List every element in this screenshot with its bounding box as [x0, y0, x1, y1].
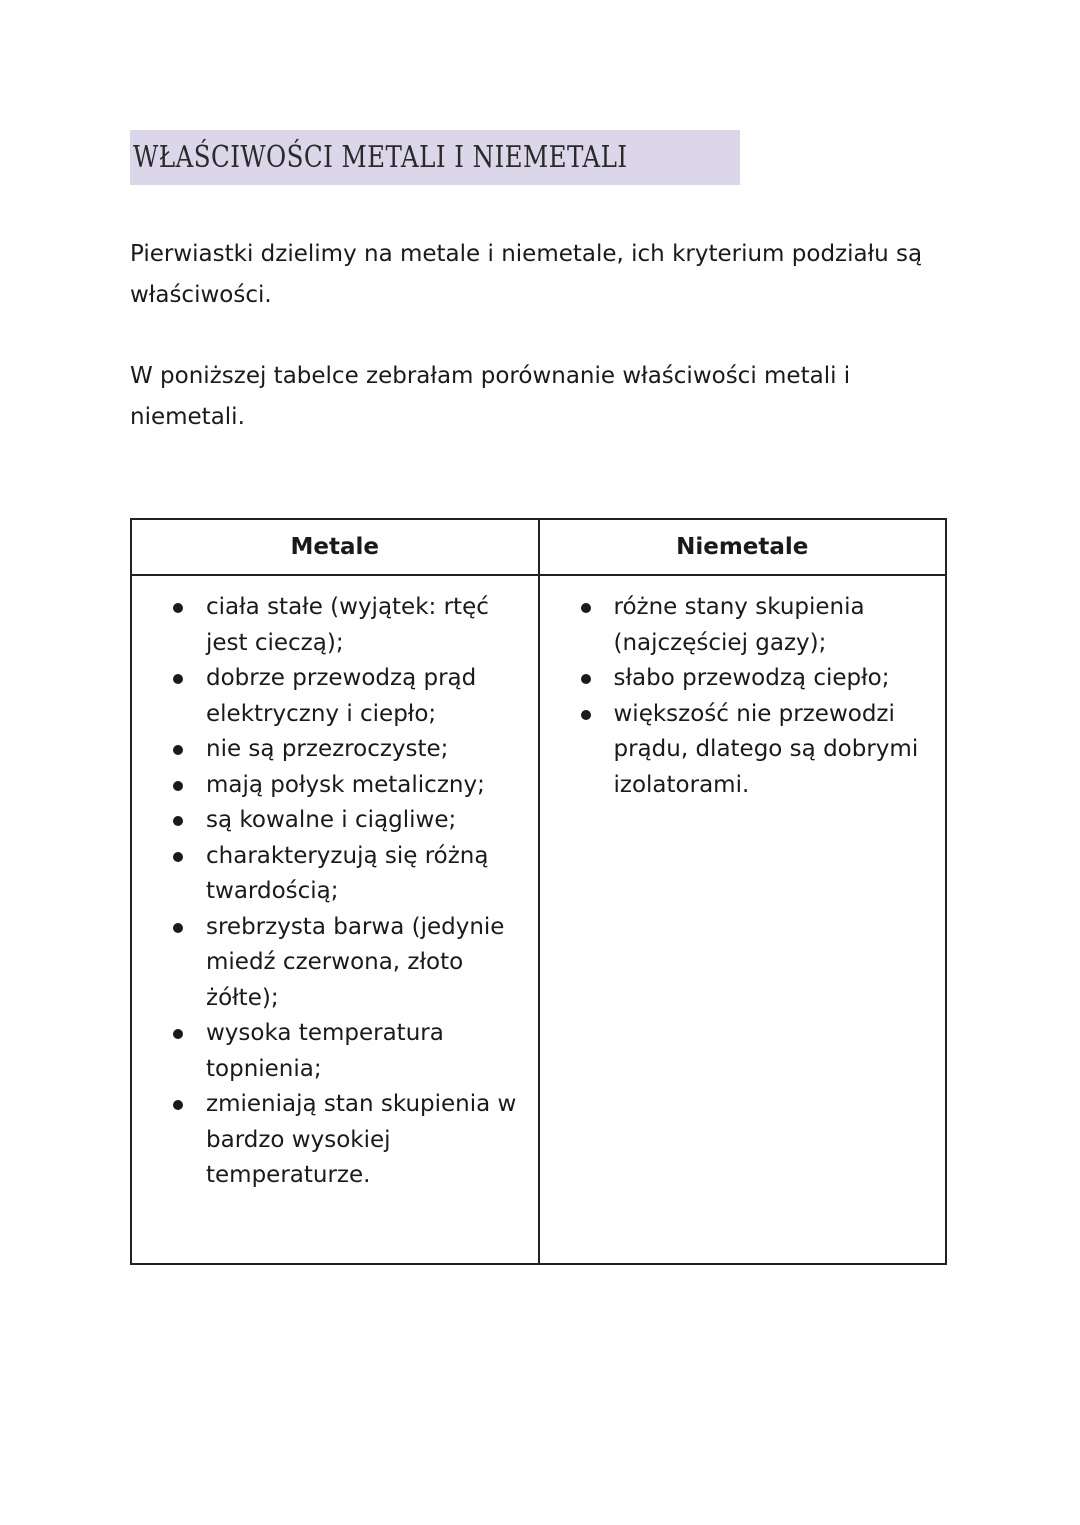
- list-item: różne stany skupienia (najczęściej gazy);: [574, 590, 928, 661]
- list-item: słabo przewodzą ciepło;: [574, 661, 928, 697]
- list-item: większość nie przewodzi prądu, dlatego są dobrymi izolatorami.: [574, 697, 928, 804]
- list-item: ciała stałe (wyjątek: rtęć jest cieczą);: [166, 590, 520, 661]
- list-item: dobrze przewodzą prąd elektryczny i ciepło;: [166, 661, 520, 732]
- nonmetals-list: [574, 590, 928, 803]
- metals-column: [132, 520, 538, 1263]
- list-item: srebrzysta barwa (jedynie miedź czerwona, złoto żółte);: [166, 910, 520, 1017]
- list-item: wysoka temperatura topnienia;: [166, 1016, 520, 1087]
- page-title: WŁAŚCIWOŚCI METALI I NIEMETALI: [133, 140, 628, 175]
- metals-list: [166, 590, 520, 1194]
- intro-paragraph: Pierwiastki dzielimy na metale i niemetale, ich kryterium podziału są właściwości.: [130, 241, 923, 308]
- comparison-table: [130, 518, 947, 1265]
- list-item: mają połysk metaliczny;: [166, 768, 520, 804]
- metals-header: Metale: [132, 520, 538, 576]
- list-item: nie są przezroczyste;: [166, 732, 520, 768]
- list-item: charakteryzują się różną twardością;: [166, 839, 520, 910]
- nonmetals-header: Niemetale: [540, 520, 946, 576]
- nonmetals-column: [538, 520, 946, 1263]
- list-item: zmieniają stan skupienia w bardzo wysokiej temperaturze.: [166, 1087, 520, 1194]
- title-highlight: [130, 130, 740, 185]
- table-intro-paragraph: W poniższej tabelce zebrałam porównanie właściwości metali i niemetali.: [130, 363, 851, 430]
- list-item: są kowalne i ciągliwe;: [166, 803, 520, 839]
